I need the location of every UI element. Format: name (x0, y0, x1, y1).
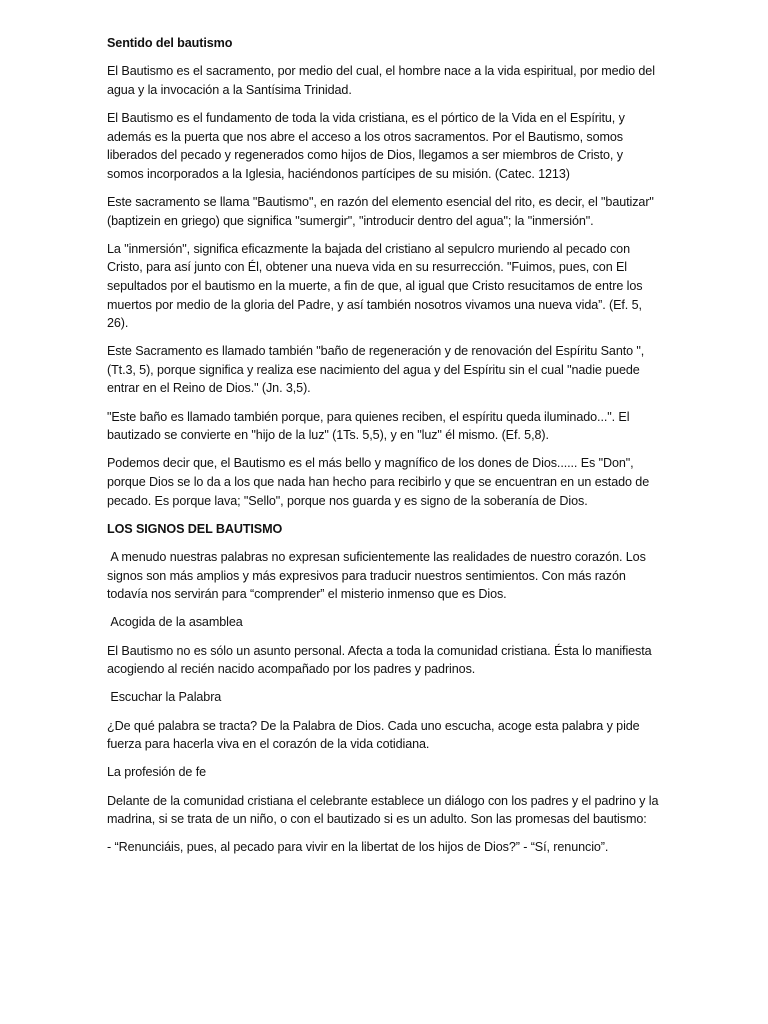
paragraph-welcome: El Bautismo no es sólo un asunto personal. Afecta a toda la comunidad cristiana. Ésta lo manifiesta acogiendo al recién nacido acompañado por los padres y padrinos. (107, 643, 652, 677)
subheading-word: Escuchar la Palabra (107, 690, 222, 705)
paragraph-profession: Delante de la comunidad cristiana el celebrante establece un diálogo con los padres y el padrino y la madrina, si se trata de un niño, o con el bautizado si es un adulto. Son las promesas del bautismo: (107, 793, 659, 827)
paragraph-foundation: El Bautismo es el fundamento de toda la vida cristiana, es el pórtico de la Vida en el Espíritu, y además es la puerta que nos abre el acceso a los otros sacramentos. Por el Bautismo, somos liberados del pecado y regenerados como hijos de Dios, llegamos a ser miembros de Cristo, y somos incorporados a la Iglesia, haciéndonos partícipes de su misión. (Catec. 1213) (107, 110, 625, 181)
paragraph-word: ¿De qué palabra se tracta? De la Palabra de Dios. Cada uno escucha, acoge esta palabra y pide fuerza para hacerla viva en el corazón de la vida cotidiana. (107, 718, 640, 752)
document-title: Sentido del bautismo (107, 36, 233, 50)
paragraph-renunciation: - “Renunciáis, pues, al pecado para vivir en la libertat de los hijos de Dios?” - “Sí, renuncio”. (107, 840, 609, 855)
paragraph-signs-intro: A menudo nuestras palabras no expresan suficientemente las realidades de nuestro corazón. Los signos son más amplios y más expresivos para traducir nuestros sentimientos. Con más razón todavía nos servirán para “comprender” el misterio inmenso que es Dios. (107, 550, 650, 602)
paragraph-regeneration: Este Sacramento es llamado también "baño de regeneración y de renovación del Espíritu Santo ", (Tt.3, 5), porque significa y realiza ese nacimiento del agua y del Espíritu sin el cual "nadie puede entrar en el Reino de Dios." (Jn. 3,5). (107, 344, 645, 396)
section-heading-signs: LOS SIGNOS DEL BAUTISMO (107, 521, 283, 536)
paragraph-illumination: "Este baño es llamado también porque, para quienes reciben, el espíritu queda iluminado...". El bautizado se convierte en "hijo de la luz" (1Ts. 5,5), y en "luz" él mismo. (Ef. 5,8). (107, 409, 630, 443)
paragraph-gift: Podemos decir que, el Bautismo es el más bello y magnífico de los dones de Dios...... Es "Don", porque Dios se lo da a los que nada han hecho para recibirlo y que se encuentran en un estado de pecado. Es porque lava; "Sello", porque nos guarda y es signo de la soberanía de Dios. (107, 456, 650, 508)
subheading-profession-of-faith: La profesión de fe (107, 765, 207, 780)
document-page (107, 34, 659, 866)
paragraph-name-origin: Este sacramento se llama "Bautismo", en razón del elemento esencial del rito, es decir, el "bautizar" (baptizein en griego) que significa "sumergir", "introducir dentro del agua"; la "inmersión". (107, 194, 654, 228)
paragraph-immersion: La "inmersión", significa eficazmente la bajada del cristiano al sepulcro muriendo al pecado con Cristo, para así junto con Él, obtener una nueva vida en su resurrección. "Fuimos, pues, con El sepultados por el bautismo en la muerte, a fin de que, al igual que Cristo resucitamos de entre los muertos por medio de la gloria del Padre, y así también nosotros vivamos una nueva vida”. (Ef. 5, 26). (107, 241, 643, 331)
paragraph-definition: El Bautismo es el sacramento, por medio del cual, el hombre nace a la vida espiritual, por medio del agua y la invocación a la Santísima Trinidad. (107, 64, 655, 97)
subheading-welcome: Acogida de la asamblea (107, 615, 243, 630)
